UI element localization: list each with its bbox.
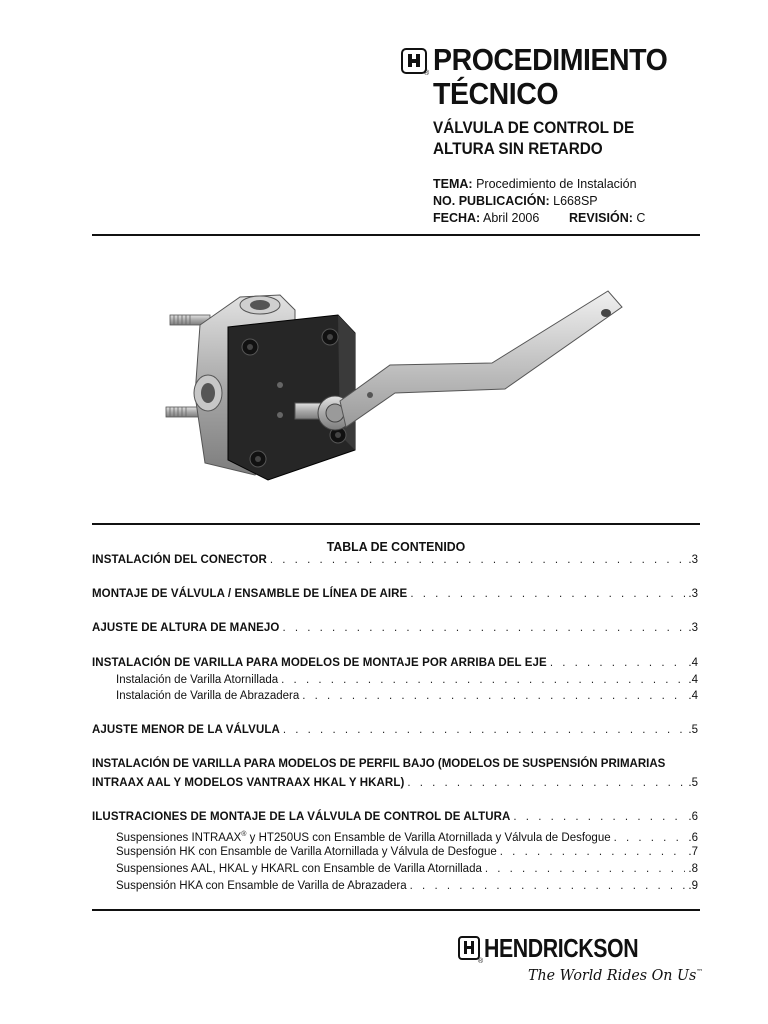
toc-subentry[interactable] bbox=[116, 689, 698, 704]
toc-leader bbox=[614, 831, 686, 846]
toc-leader bbox=[410, 879, 686, 894]
fecha-value: Abril 2006 bbox=[483, 211, 540, 225]
toc-leader bbox=[550, 656, 686, 671]
toc-entry-page: .9 bbox=[688, 880, 698, 892]
toc-entry[interactable] bbox=[92, 810, 698, 825]
registered-mark: ® bbox=[424, 70, 430, 77]
toc-leader bbox=[410, 587, 685, 602]
toc-leader bbox=[282, 621, 685, 636]
toc-entry-page: .4 bbox=[688, 657, 698, 669]
toc-entry[interactable] bbox=[92, 656, 698, 671]
brand-name: HENDRICKSON bbox=[484, 933, 639, 963]
toc-entry-label: INSTALACIÓN DE VARILLA PARA MODELOS DE MONTAJE POR ARRIBA DEL EJE bbox=[92, 657, 547, 669]
toc-entry-page: .3 bbox=[688, 588, 698, 600]
page-title-line2: TÉCNICO bbox=[433, 76, 559, 111]
toc-bottom-divider bbox=[92, 909, 700, 911]
height-control-valve-photo bbox=[160, 285, 630, 485]
brand-tagline: The World Rides On Us™ bbox=[528, 966, 703, 984]
hendrickson-logo-icon bbox=[458, 936, 480, 960]
toc-leader bbox=[500, 845, 686, 860]
toc-subentry[interactable] bbox=[116, 845, 698, 860]
toc-entry-label: Suspensiones INTRAAX® y HT250US con Ensamble de Varilla Atornillada y Válvula de Desfogue bbox=[116, 831, 611, 844]
meta-tema bbox=[433, 176, 637, 192]
toc-entry[interactable] bbox=[92, 621, 698, 636]
toc-top-divider bbox=[92, 523, 700, 525]
toc-leader bbox=[407, 776, 685, 791]
toc-entry-label: Instalación de Varilla de Abrazadera bbox=[116, 690, 300, 702]
toc-entry-page: .5 bbox=[688, 777, 698, 789]
revision-label: REVISIÓN: bbox=[569, 211, 633, 225]
toc-entry-page: .4 bbox=[688, 690, 698, 702]
toc-entry-page: .3 bbox=[688, 554, 698, 566]
toc-leader bbox=[281, 673, 685, 688]
tema-value: Procedimiento de Instalación bbox=[476, 177, 637, 191]
header-divider bbox=[92, 234, 700, 236]
toc-entry-label: AJUSTE MENOR DE LA VÁLVULA bbox=[92, 724, 280, 736]
toc-subentry[interactable] bbox=[116, 862, 698, 877]
toc-entry-label: Suspensión HKA con Ensamble de Varilla de Abrazadera bbox=[116, 880, 407, 892]
toc-entry-label: AJUSTE DE ALTURA DE MANEJO bbox=[92, 622, 280, 634]
toc-leader bbox=[513, 810, 685, 825]
toc-entry-page: .3 bbox=[688, 622, 698, 634]
subtitle-line1: VÁLVULA DE CONTROL DE bbox=[433, 118, 635, 137]
toc-entry-label: MONTAJE DE VÁLVULA / ENSAMBLE DE LÍNEA DE AIRE bbox=[92, 588, 408, 600]
toc-leader bbox=[302, 689, 685, 704]
toc-entry-label: Suspensiones AAL, HKAL y HKARL con Ensamble de Varilla Atornillada bbox=[116, 863, 482, 875]
meta-revision bbox=[569, 210, 645, 226]
toc-entry[interactable] bbox=[92, 587, 698, 602]
toc-entry[interactable] bbox=[92, 723, 698, 738]
footer-registered-mark: ® bbox=[478, 958, 484, 965]
toc-entry-label: ILUSTRACIONES DE MONTAJE DE LA VÁLVULA DE CONTROL DE ALTURA bbox=[92, 811, 511, 823]
toc-entry-label: INSTALACIÓN DEL CONECTOR bbox=[92, 554, 267, 566]
toc-entry-label: INTRAAX AAL Y MODELOS VANTRAAX HKAL Y HKARL) bbox=[92, 777, 405, 789]
toc-entry-page: .8 bbox=[688, 863, 698, 875]
toc-title: TABLA DE CONTENIDO bbox=[326, 539, 466, 554]
meta-publicacion bbox=[433, 193, 598, 209]
toc-leader bbox=[270, 553, 686, 568]
toc-leader bbox=[283, 723, 686, 738]
toc-subentry[interactable] bbox=[116, 827, 698, 846]
toc-subentry[interactable] bbox=[116, 879, 698, 894]
meta-fecha bbox=[433, 210, 539, 226]
toc-entry-label-line1[interactable]: INSTALACIÓN DE VARILLA PARA MODELOS DE PERFIL BAJO (MODELOS DE SUSPENSIÓN PRIMARIAS bbox=[92, 758, 666, 770]
toc-entry-page: .4 bbox=[688, 674, 698, 686]
fecha-label: FECHA: bbox=[433, 211, 481, 225]
publicacion-label: NO. PUBLICACIÓN: bbox=[433, 194, 550, 208]
toc-entry[interactable] bbox=[92, 776, 698, 791]
toc-entry-label: Instalación de Varilla Atornillada bbox=[116, 674, 279, 686]
subtitle-line2: ALTURA SIN RETARDO bbox=[433, 139, 603, 158]
publicacion-value: L668SP bbox=[553, 194, 598, 208]
toc-leader bbox=[485, 862, 686, 877]
page-title-line1: PROCEDIMIENTO bbox=[433, 42, 668, 77]
toc-entry[interactable] bbox=[92, 553, 698, 568]
toc-subentry[interactable] bbox=[116, 673, 698, 688]
toc-entry-label: Suspensión HK con Ensamble de Varilla Atornillada y Válvula de Desfogue bbox=[116, 846, 497, 858]
toc-entry-page: .6 bbox=[688, 811, 698, 823]
toc-entry-page: .5 bbox=[688, 724, 698, 736]
toc-entry-page: .6 bbox=[688, 831, 698, 844]
toc-entry-page: .7 bbox=[688, 846, 698, 858]
tema-label: TEMA: bbox=[433, 177, 473, 191]
revision-value: C bbox=[636, 211, 646, 225]
